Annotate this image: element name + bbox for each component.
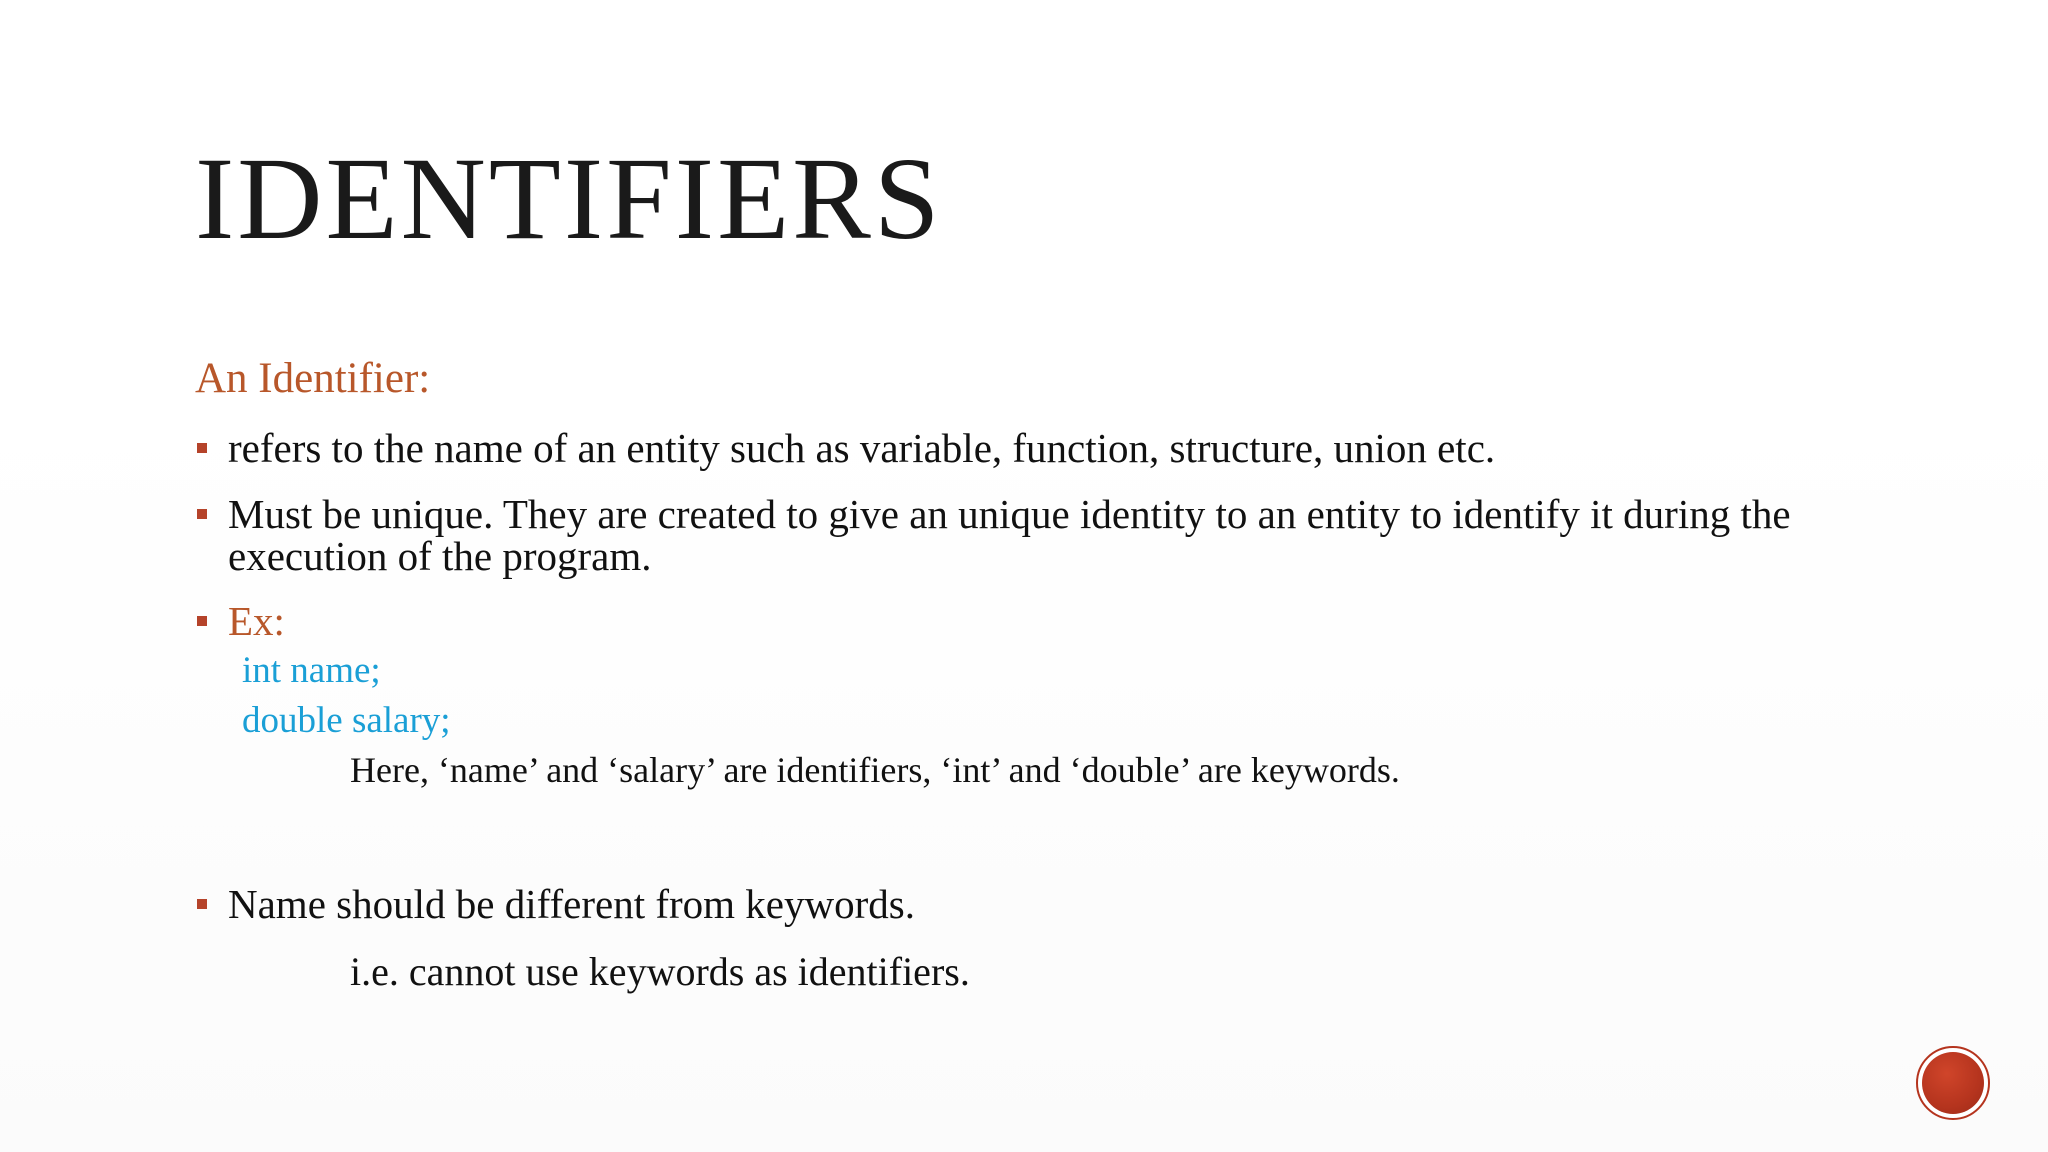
bullet-marker-icon [197, 899, 207, 909]
code-line: double salary; [242, 700, 451, 741]
code-line: int name; [242, 650, 381, 691]
bullet-item [197, 493, 1947, 577]
bullet-item-example [197, 600, 1947, 642]
slide-nav-button[interactable] [1916, 1046, 1990, 1120]
keyword-note: i.e. cannot use keywords as identifiers. [350, 949, 970, 994]
bullet-text: Name should be different from keywords. [228, 881, 915, 927]
slide-title: IDENTIFIERS [195, 133, 943, 264]
subheading: An Identifier: [195, 355, 431, 402]
example-note: Here, ‘name’ and ‘salary’ are identifiers, ‘int’ and ‘double’ are keywords. [350, 750, 1400, 790]
bullet-marker-icon [197, 443, 207, 453]
bullet-text: Ex: [228, 598, 285, 644]
bullet-text: Must be unique. They are created to give an unique identity to an entity to identify it during the execution of the program. [228, 491, 1791, 579]
bullet-marker-icon [197, 616, 207, 626]
bullet-item [197, 427, 1947, 469]
bullet-text: refers to the name of an entity such as variable, function, structure, union etc. [228, 425, 1496, 471]
bullet-item [197, 883, 1947, 925]
circle-icon [1922, 1052, 1984, 1114]
bullet-marker-icon [197, 509, 207, 519]
